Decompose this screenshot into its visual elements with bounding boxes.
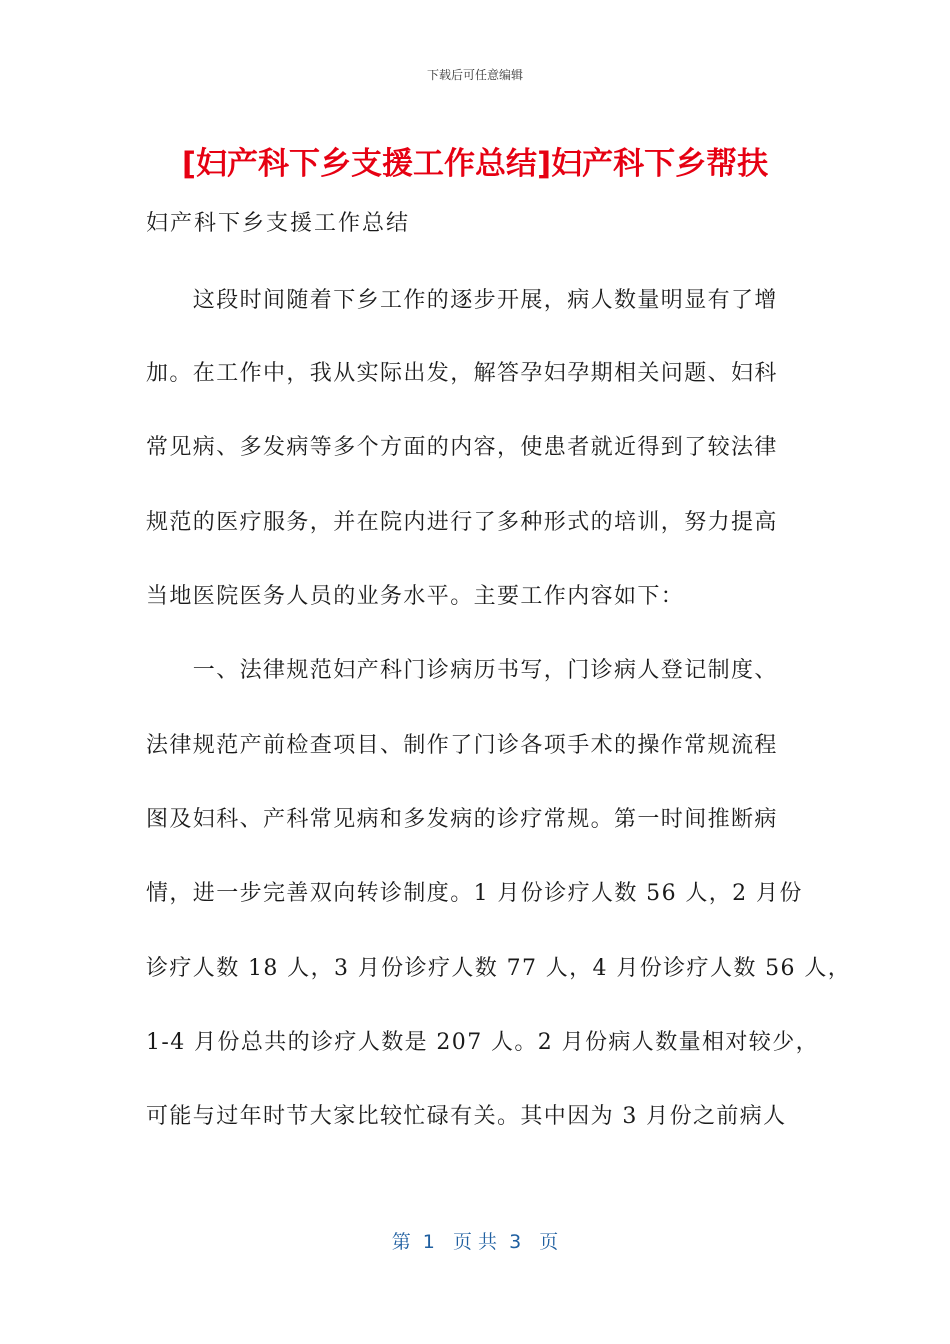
body-line: 常见病、多发病等多个方面的内容，使患者就近得到了较法律: [146, 435, 778, 460]
body-line: 图及妇科、产科常见病和多发病的诊疗常规。第一时间推断病: [146, 807, 778, 832]
body-line: 法律规范产前检查项目、制作了门诊各项手术的操作常规流程: [146, 733, 778, 758]
body-line: 诊疗人数 18 人，3 月份诊疗人数 77 人，4 月份诊疗人数 56 人，: [146, 956, 852, 981]
body-line: 可能与过年时节大家比较忙碌有关。其中因为 3 月份之前病人: [146, 1104, 787, 1129]
page-footer: 第 1 页 共 3 页: [391, 1231, 559, 1253]
body-line: 这段时间随着下乡工作的逐步开展，病人数量明显有了增: [146, 288, 778, 313]
body-line: 情，进一步完善双向转诊制度。1 月份诊疗人数 56 人，2 月份: [146, 881, 803, 906]
body-line: 加。在工作中，我从实际出发，解答孕妇孕期相关问题、妇科: [146, 361, 778, 386]
body-line: 当地医院医务人员的业务水平。主要工作内容如下：: [146, 584, 685, 609]
body-line: 规范的医疗服务，并在院内进行了多种形式的培训，努力提高: [146, 510, 778, 535]
header-note: 下载后可任意编辑: [426, 68, 523, 82]
body-line: 1-4 月份总共的诊疗人数是 207 人。2 月份病人数量相对较少，: [146, 1030, 819, 1055]
page-title: [妇产科下乡支援工作总结]妇产科下乡帮扶: [181, 146, 769, 182]
body-line: 一、法律规范妇产科门诊病历书写，门诊病人登记制度、: [146, 658, 778, 683]
subtitle: 妇产科下乡支援工作总结: [146, 211, 411, 236]
